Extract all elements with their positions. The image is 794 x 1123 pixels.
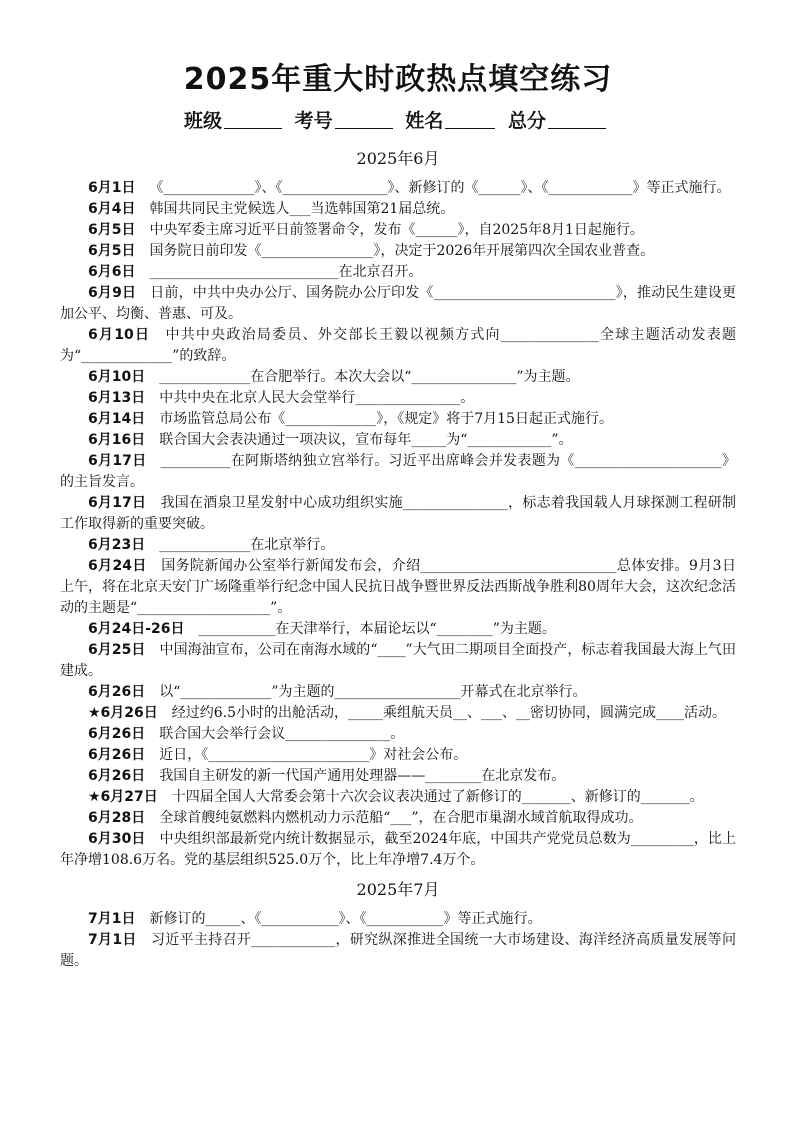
question-item xyxy=(60,930,736,972)
question-item xyxy=(60,909,736,930)
question-item xyxy=(60,745,736,766)
entry-date: 6月25日 xyxy=(88,642,146,658)
entry-list xyxy=(60,178,736,871)
entry-date: 6月13日 xyxy=(88,390,146,406)
worksheet-page xyxy=(60,60,736,972)
question-item xyxy=(60,241,736,262)
score-blank[interactable] xyxy=(548,110,606,129)
entry-date: 6月26日 xyxy=(88,726,146,742)
entry-date: 6月6日 xyxy=(88,264,136,280)
entry-list xyxy=(60,909,736,972)
question-item xyxy=(60,724,736,745)
entry-date: 6月28日 xyxy=(88,810,146,826)
entry-text: 中国海油宣布，公司在南海水域的“____”大气田二期项目全面投产，标志着我国最大海上气田建成。 xyxy=(60,642,736,679)
question-item xyxy=(60,619,736,640)
entry-text: 我国自主研发的新一代国产通用处理器——________在北京发布。 xyxy=(159,768,566,784)
entry-text: 中央军委主席习近平日前签署命令，发布《______》，自2025年8月1日起施行。 xyxy=(149,222,644,238)
question-item xyxy=(60,388,736,409)
entry-date: 6月24日-26日 xyxy=(88,621,185,637)
entry-text: 习近平主持召开____________，研究纵深推进全国统一大市场建设、海洋经济高质量发展等问题。 xyxy=(60,932,736,969)
entry-date: 6月14日 xyxy=(88,411,146,427)
entry-text: 联合国大会举行会议_______________。 xyxy=(159,726,405,742)
question-item xyxy=(60,682,736,703)
exam-number-blank[interactable] xyxy=(335,110,393,129)
student-info-line xyxy=(60,106,736,136)
question-item xyxy=(60,220,736,241)
entry-date: 6月5日 xyxy=(88,243,136,259)
entry-text: _____________在合肥举行。本次大会以“_______________”为主题。 xyxy=(159,369,580,385)
question-item xyxy=(60,451,736,493)
entry-text: _____________在北京举行。 xyxy=(159,537,335,553)
question-item xyxy=(60,199,736,220)
entry-text: ___________________________在北京召开。 xyxy=(149,264,423,280)
class-blank[interactable] xyxy=(224,110,282,129)
question-item xyxy=(60,178,736,199)
entry-date: 6月10日 xyxy=(88,369,146,385)
question-item xyxy=(60,262,736,283)
entry-text: ___________在天津举行，本届论坛以“________”为主题。 xyxy=(198,621,556,637)
question-item xyxy=(60,283,736,325)
page-title: 2025年重大时政热点填空练习 xyxy=(183,62,613,97)
exercise-sections xyxy=(60,146,736,972)
entry-date: 6月16日 xyxy=(88,432,146,448)
question-item xyxy=(60,766,736,787)
entry-date: 6月30日 xyxy=(88,831,146,847)
entry-text: 韩国共同民主党候选人___当选韩国第21届总统。 xyxy=(149,201,455,217)
entry-text: 联合国大会表决通过一项决议，宣布每年_____为“____________”。 xyxy=(159,432,573,448)
entry-text: 十四届全国人大常委会第十六次会议表决通过了新修订的_______、新修订的_______。 xyxy=(171,789,704,805)
question-item xyxy=(60,556,736,619)
entry-text: 我国在酒泉卫星发射中心成功组织实施_______________，标志着我国载人月球探测工程研制工作取得新的重要突破。 xyxy=(60,495,737,532)
info-label-total-score: 总分 xyxy=(507,110,546,132)
entry-text: 国务院日前印发《________________》，决定于2026年开展第四次全国农业普查。 xyxy=(149,243,655,259)
question-item xyxy=(60,829,736,871)
entry-date: 6月5日 xyxy=(88,222,136,238)
month-heading: 2025年7月 xyxy=(356,880,440,899)
entry-date: ★6月27日 xyxy=(88,789,158,805)
info-label-class: 班级 xyxy=(184,110,223,132)
question-item xyxy=(60,535,736,556)
question-item xyxy=(60,787,736,808)
name-blank[interactable] xyxy=(445,110,495,129)
entry-text: 中央组织部最新党内统计数据显示，截至2024年底，中国共产党党员总数为_________，比上年净增108.6万名。党的基层组织525.0万个，比上年净增7.4万个。 xyxy=(60,831,736,868)
entry-text: 近日，《_______________________》对社会公布。 xyxy=(159,747,468,763)
entry-date: 7月1日 xyxy=(88,932,137,948)
question-item xyxy=(60,430,736,451)
question-item xyxy=(60,367,736,388)
entry-date: 6月26日 xyxy=(88,684,146,700)
entry-date: 6月24日 xyxy=(88,558,147,574)
entry-date: 6月26日 xyxy=(88,747,146,763)
entry-text: 全球首艘纯氨燃料内燃机动力示范船“___”，在合肥市巢湖水域首航取得成功。 xyxy=(159,810,643,826)
entry-text: 市场监管总局公布《_____________》，《规定》将于7月15日起正式施行。 xyxy=(159,411,613,427)
question-item xyxy=(60,640,736,682)
entry-date: 6月26日 xyxy=(88,768,146,784)
info-label-name: 姓名 xyxy=(405,110,444,132)
entry-date: 6月9日 xyxy=(88,285,137,301)
entry-text: __________在阿斯塔纳独立宫举行。习近平出席峰会并发表题为《_____________________》的主旨发言。 xyxy=(60,453,736,490)
question-item xyxy=(60,808,736,829)
entry-date: 7月1日 xyxy=(88,911,136,927)
entry-date: ★6月26日 xyxy=(88,705,158,721)
entry-text: 以“_____________”为主题的__________________开幕式在北京举行。 xyxy=(159,684,587,700)
entry-text: 日前，中共中央办公厅、国务院办公厅印发《__________________________》，推动民生建设更加公平、均衡、普惠、可及。 xyxy=(60,285,737,322)
entry-text: 新修订的_____、《___________》、《___________》等正式施行。 xyxy=(149,911,542,927)
question-item xyxy=(60,493,736,535)
entry-text: 《_____________》、《_______________》、新修订的《______》、《____________》等正式施行。 xyxy=(149,180,731,196)
entry-date: 6月17日 xyxy=(88,453,147,469)
entry-date: 6月23日 xyxy=(88,537,146,553)
entry-date: 6月10日 xyxy=(88,327,151,343)
entry-text: 国务院新闻办公室举行新闻发布会，介绍____________________________总体安排。9月3日上午，将在北京天安门广场隆重举行纪念中国人民抗日战争暨世界反法西斯战争胜利80周年大会，这次纪念活动的主题是“___________________”。 xyxy=(60,558,736,616)
entry-text: 经过约6.5小时的出舱活动，_____乘组航天员__、___、__密切协同，圆满完成____活动。 xyxy=(171,705,727,721)
info-label-exam-number: 考号 xyxy=(294,110,333,132)
question-item xyxy=(60,409,736,430)
entry-date: 6月17日 xyxy=(88,495,147,511)
entry-text: 中共中央在北京人民大会堂举行_______________。 xyxy=(159,390,475,406)
question-item xyxy=(60,703,736,724)
entry-date: 6月4日 xyxy=(88,201,136,217)
entry-date: 6月1日 xyxy=(88,180,136,196)
question-item xyxy=(60,325,736,367)
month-heading: 2025年6月 xyxy=(356,149,440,168)
entry-text: 中共中央政治局委员、外交部长王毅以视频方式向______________全球主题活动发表题为“_____________”的致辞。 xyxy=(60,327,736,364)
